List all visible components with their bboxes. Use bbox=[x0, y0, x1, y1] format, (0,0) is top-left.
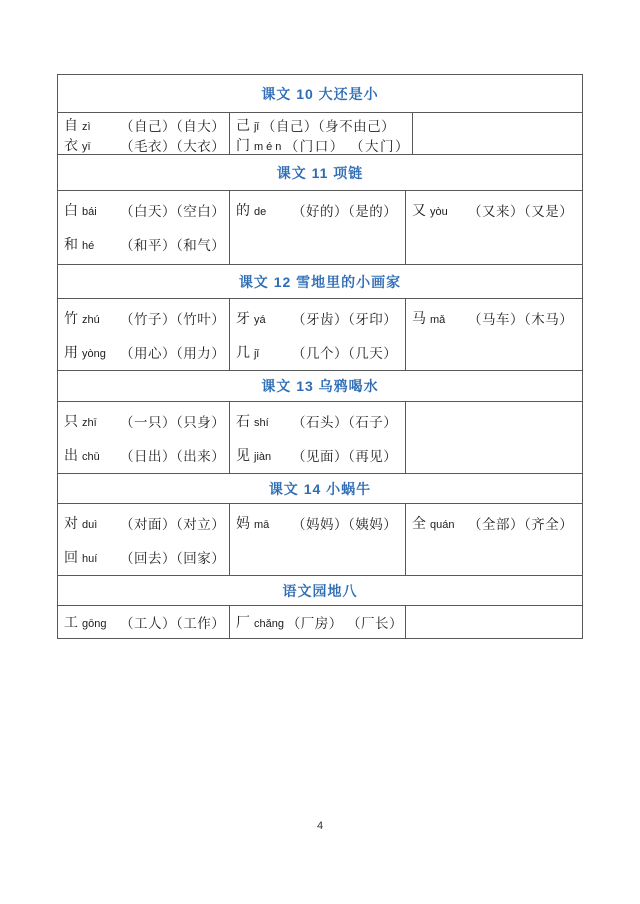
section-title: 课文 11 项链 bbox=[276, 164, 364, 181]
vocab-cell bbox=[230, 299, 406, 370]
example-words: （石头）（石子） bbox=[292, 415, 398, 430]
vocab-line bbox=[64, 335, 227, 369]
vocab-cell bbox=[58, 606, 230, 638]
hanzi: 妈 bbox=[236, 515, 250, 531]
vocab-line bbox=[64, 135, 227, 154]
vocab-row bbox=[58, 606, 582, 638]
section-header-row bbox=[58, 155, 582, 191]
example-words: （毛衣）（大衣） bbox=[120, 139, 226, 154]
vocab-line bbox=[236, 506, 403, 540]
example-words: （见面）（再见） bbox=[292, 449, 398, 464]
hanzi-pinyin bbox=[236, 612, 284, 632]
pinyin: shí bbox=[254, 417, 269, 429]
example-words: （对面）（对立） bbox=[120, 517, 226, 532]
hanzi-pinyin bbox=[236, 411, 292, 431]
pinyin: jǐ bbox=[254, 121, 259, 133]
vocab-cell bbox=[406, 299, 582, 370]
pinyin: zhī bbox=[82, 417, 97, 429]
pinyin: chū bbox=[82, 451, 100, 463]
vocab-row bbox=[58, 299, 582, 371]
vocab-line bbox=[236, 301, 403, 335]
section-header-row bbox=[58, 371, 582, 402]
hanzi-pinyin bbox=[64, 445, 120, 465]
vocab-cell bbox=[58, 402, 230, 473]
vocab-line bbox=[64, 301, 227, 335]
hanzi-pinyin bbox=[64, 513, 120, 533]
example-words: （妈妈）（姨妈） bbox=[292, 517, 398, 532]
vocab-cell bbox=[58, 191, 230, 264]
vocab-cell bbox=[230, 113, 413, 154]
example-words: （几个）（几天） bbox=[292, 346, 398, 361]
vocab-cell-empty bbox=[413, 113, 582, 154]
hanzi-pinyin bbox=[236, 200, 292, 220]
example-words: （自己）（自大） bbox=[120, 119, 226, 134]
hanzi: 工 bbox=[64, 614, 78, 630]
pinyin: bái bbox=[82, 206, 97, 218]
hanzi-pinyin bbox=[64, 234, 120, 254]
section-title: 课文 13 乌鸦喝水 bbox=[261, 378, 379, 394]
example-words: （白天）（空白） bbox=[120, 204, 226, 219]
vocab-line bbox=[236, 135, 410, 154]
vocab-line bbox=[64, 404, 227, 438]
vocab-line bbox=[64, 506, 227, 540]
vocab-cell bbox=[230, 402, 406, 473]
vocab-line bbox=[64, 115, 227, 135]
hanzi-pinyin bbox=[412, 513, 468, 533]
pinyin: mén bbox=[254, 141, 285, 153]
section-title: 课文 12 雪地里的小画家 bbox=[238, 273, 402, 290]
hanzi-pinyin bbox=[236, 513, 292, 533]
hanzi: 用 bbox=[64, 344, 78, 360]
hanzi: 几 bbox=[236, 344, 250, 360]
hanzi: 全 bbox=[412, 515, 426, 531]
pinyin: zì bbox=[82, 121, 91, 133]
vocab-cell bbox=[230, 191, 406, 264]
pinyin: de bbox=[254, 206, 267, 218]
hanzi-pinyin bbox=[64, 308, 120, 328]
hanzi: 出 bbox=[64, 447, 78, 463]
pinyin: yī bbox=[82, 141, 91, 153]
example-words: （用心）（用力） bbox=[120, 346, 226, 361]
pinyin: jǐ bbox=[254, 348, 259, 360]
pinyin: yòng bbox=[82, 348, 106, 360]
vocab-line bbox=[412, 193, 580, 227]
hanzi: 只 bbox=[64, 413, 78, 429]
page-number: 4 bbox=[316, 820, 324, 832]
hanzi-pinyin bbox=[236, 115, 259, 135]
hanzi: 回 bbox=[64, 549, 78, 565]
hanzi-pinyin bbox=[64, 135, 120, 154]
vocab-cell bbox=[58, 299, 230, 370]
vocab-cell bbox=[406, 504, 582, 575]
hanzi-pinyin bbox=[412, 308, 468, 328]
hanzi: 见 bbox=[236, 447, 250, 463]
vocab-row bbox=[58, 504, 582, 576]
vocab-table bbox=[57, 74, 583, 639]
hanzi-pinyin bbox=[412, 200, 468, 220]
vocab-row bbox=[58, 113, 582, 155]
example-words: （工人）（工作） bbox=[120, 616, 226, 631]
vocab-line bbox=[64, 227, 227, 261]
hanzi: 衣 bbox=[64, 137, 78, 153]
pinyin: duì bbox=[82, 519, 98, 531]
pinyin: quán bbox=[430, 519, 455, 531]
vocab-cell bbox=[230, 606, 406, 638]
vocab-line bbox=[64, 540, 227, 574]
hanzi-pinyin bbox=[64, 547, 120, 567]
example-words: （自己）（身不由己） bbox=[261, 119, 396, 134]
vocab-line bbox=[236, 404, 403, 438]
example-words: （又来）（又是） bbox=[468, 204, 574, 219]
section-header-row bbox=[58, 75, 582, 113]
hanzi: 又 bbox=[412, 202, 426, 218]
hanzi-pinyin bbox=[236, 135, 285, 154]
example-words: （一只）（只身） bbox=[120, 415, 226, 430]
hanzi: 门 bbox=[236, 137, 250, 153]
vocab-line bbox=[236, 438, 403, 472]
vocab-line bbox=[64, 438, 227, 472]
hanzi-pinyin bbox=[64, 342, 120, 362]
pinyin: huí bbox=[82, 553, 98, 565]
vocab-cell bbox=[230, 504, 406, 575]
vocab-cell-empty bbox=[406, 402, 582, 473]
vocab-line bbox=[236, 115, 410, 135]
hanzi: 的 bbox=[236, 202, 250, 218]
example-words: （竹子）（竹叶） bbox=[120, 312, 226, 327]
example-words: （牙齿）（牙印） bbox=[292, 312, 398, 327]
vocab-line bbox=[64, 193, 227, 227]
hanzi-pinyin bbox=[64, 612, 120, 632]
hanzi: 牙 bbox=[236, 310, 250, 326]
pinyin: hé bbox=[82, 240, 95, 252]
pinyin: jiàn bbox=[254, 451, 272, 463]
example-words: （马车）（木马） bbox=[468, 312, 574, 327]
vocab-cell bbox=[406, 191, 582, 264]
section-title: 语文园地八 bbox=[282, 582, 358, 599]
vocab-line bbox=[236, 193, 403, 227]
pinyin: yá bbox=[254, 314, 266, 326]
hanzi-pinyin bbox=[236, 445, 292, 465]
vocab-line bbox=[64, 608, 227, 636]
example-words: （日出）（出来） bbox=[120, 449, 226, 464]
pinyin: zhú bbox=[82, 314, 100, 326]
hanzi: 白 bbox=[64, 202, 78, 218]
example-words: （回去）（回家） bbox=[120, 551, 226, 566]
vocab-cell-empty bbox=[406, 606, 582, 638]
vocab-line bbox=[236, 335, 403, 369]
vocab-line bbox=[236, 608, 403, 636]
example-words: （门口） （大门） bbox=[284, 139, 410, 154]
vocab-row bbox=[58, 191, 582, 265]
section-header-row bbox=[58, 474, 582, 504]
hanzi: 马 bbox=[412, 310, 426, 326]
pinyin: yòu bbox=[430, 206, 448, 218]
example-words: （厂房） （厂长） bbox=[286, 616, 403, 631]
vocab-cell bbox=[58, 113, 230, 154]
hanzi-pinyin bbox=[64, 200, 120, 220]
hanzi-pinyin bbox=[236, 342, 292, 362]
hanzi: 和 bbox=[64, 236, 78, 252]
hanzi: 竹 bbox=[64, 310, 78, 326]
example-words: （和平）（和气） bbox=[120, 238, 226, 253]
vocab-line bbox=[412, 301, 580, 335]
example-words: （全部）（齐全） bbox=[468, 517, 574, 532]
hanzi-pinyin bbox=[64, 411, 120, 431]
hanzi: 厂 bbox=[236, 614, 250, 630]
pinyin: gōng bbox=[82, 618, 107, 630]
example-words: （好的）（是的） bbox=[292, 204, 398, 219]
section-title: 课文 14 小蜗牛 bbox=[268, 480, 372, 497]
pinyin: mā bbox=[254, 519, 270, 531]
hanzi-pinyin bbox=[64, 115, 120, 135]
vocab-cell bbox=[58, 504, 230, 575]
pinyin: mǎ bbox=[430, 314, 446, 326]
hanzi-pinyin bbox=[236, 308, 292, 328]
hanzi: 自 bbox=[64, 117, 78, 133]
section-header-row bbox=[58, 265, 582, 299]
hanzi: 对 bbox=[64, 515, 78, 531]
vocab-line bbox=[412, 506, 580, 540]
section-header-row bbox=[58, 576, 582, 606]
vocab-row bbox=[58, 402, 582, 474]
hanzi: 己 bbox=[236, 117, 250, 133]
pinyin: chǎng bbox=[254, 618, 284, 630]
hanzi: 石 bbox=[236, 413, 250, 429]
section-title: 课文 10 大还是小 bbox=[261, 85, 379, 102]
